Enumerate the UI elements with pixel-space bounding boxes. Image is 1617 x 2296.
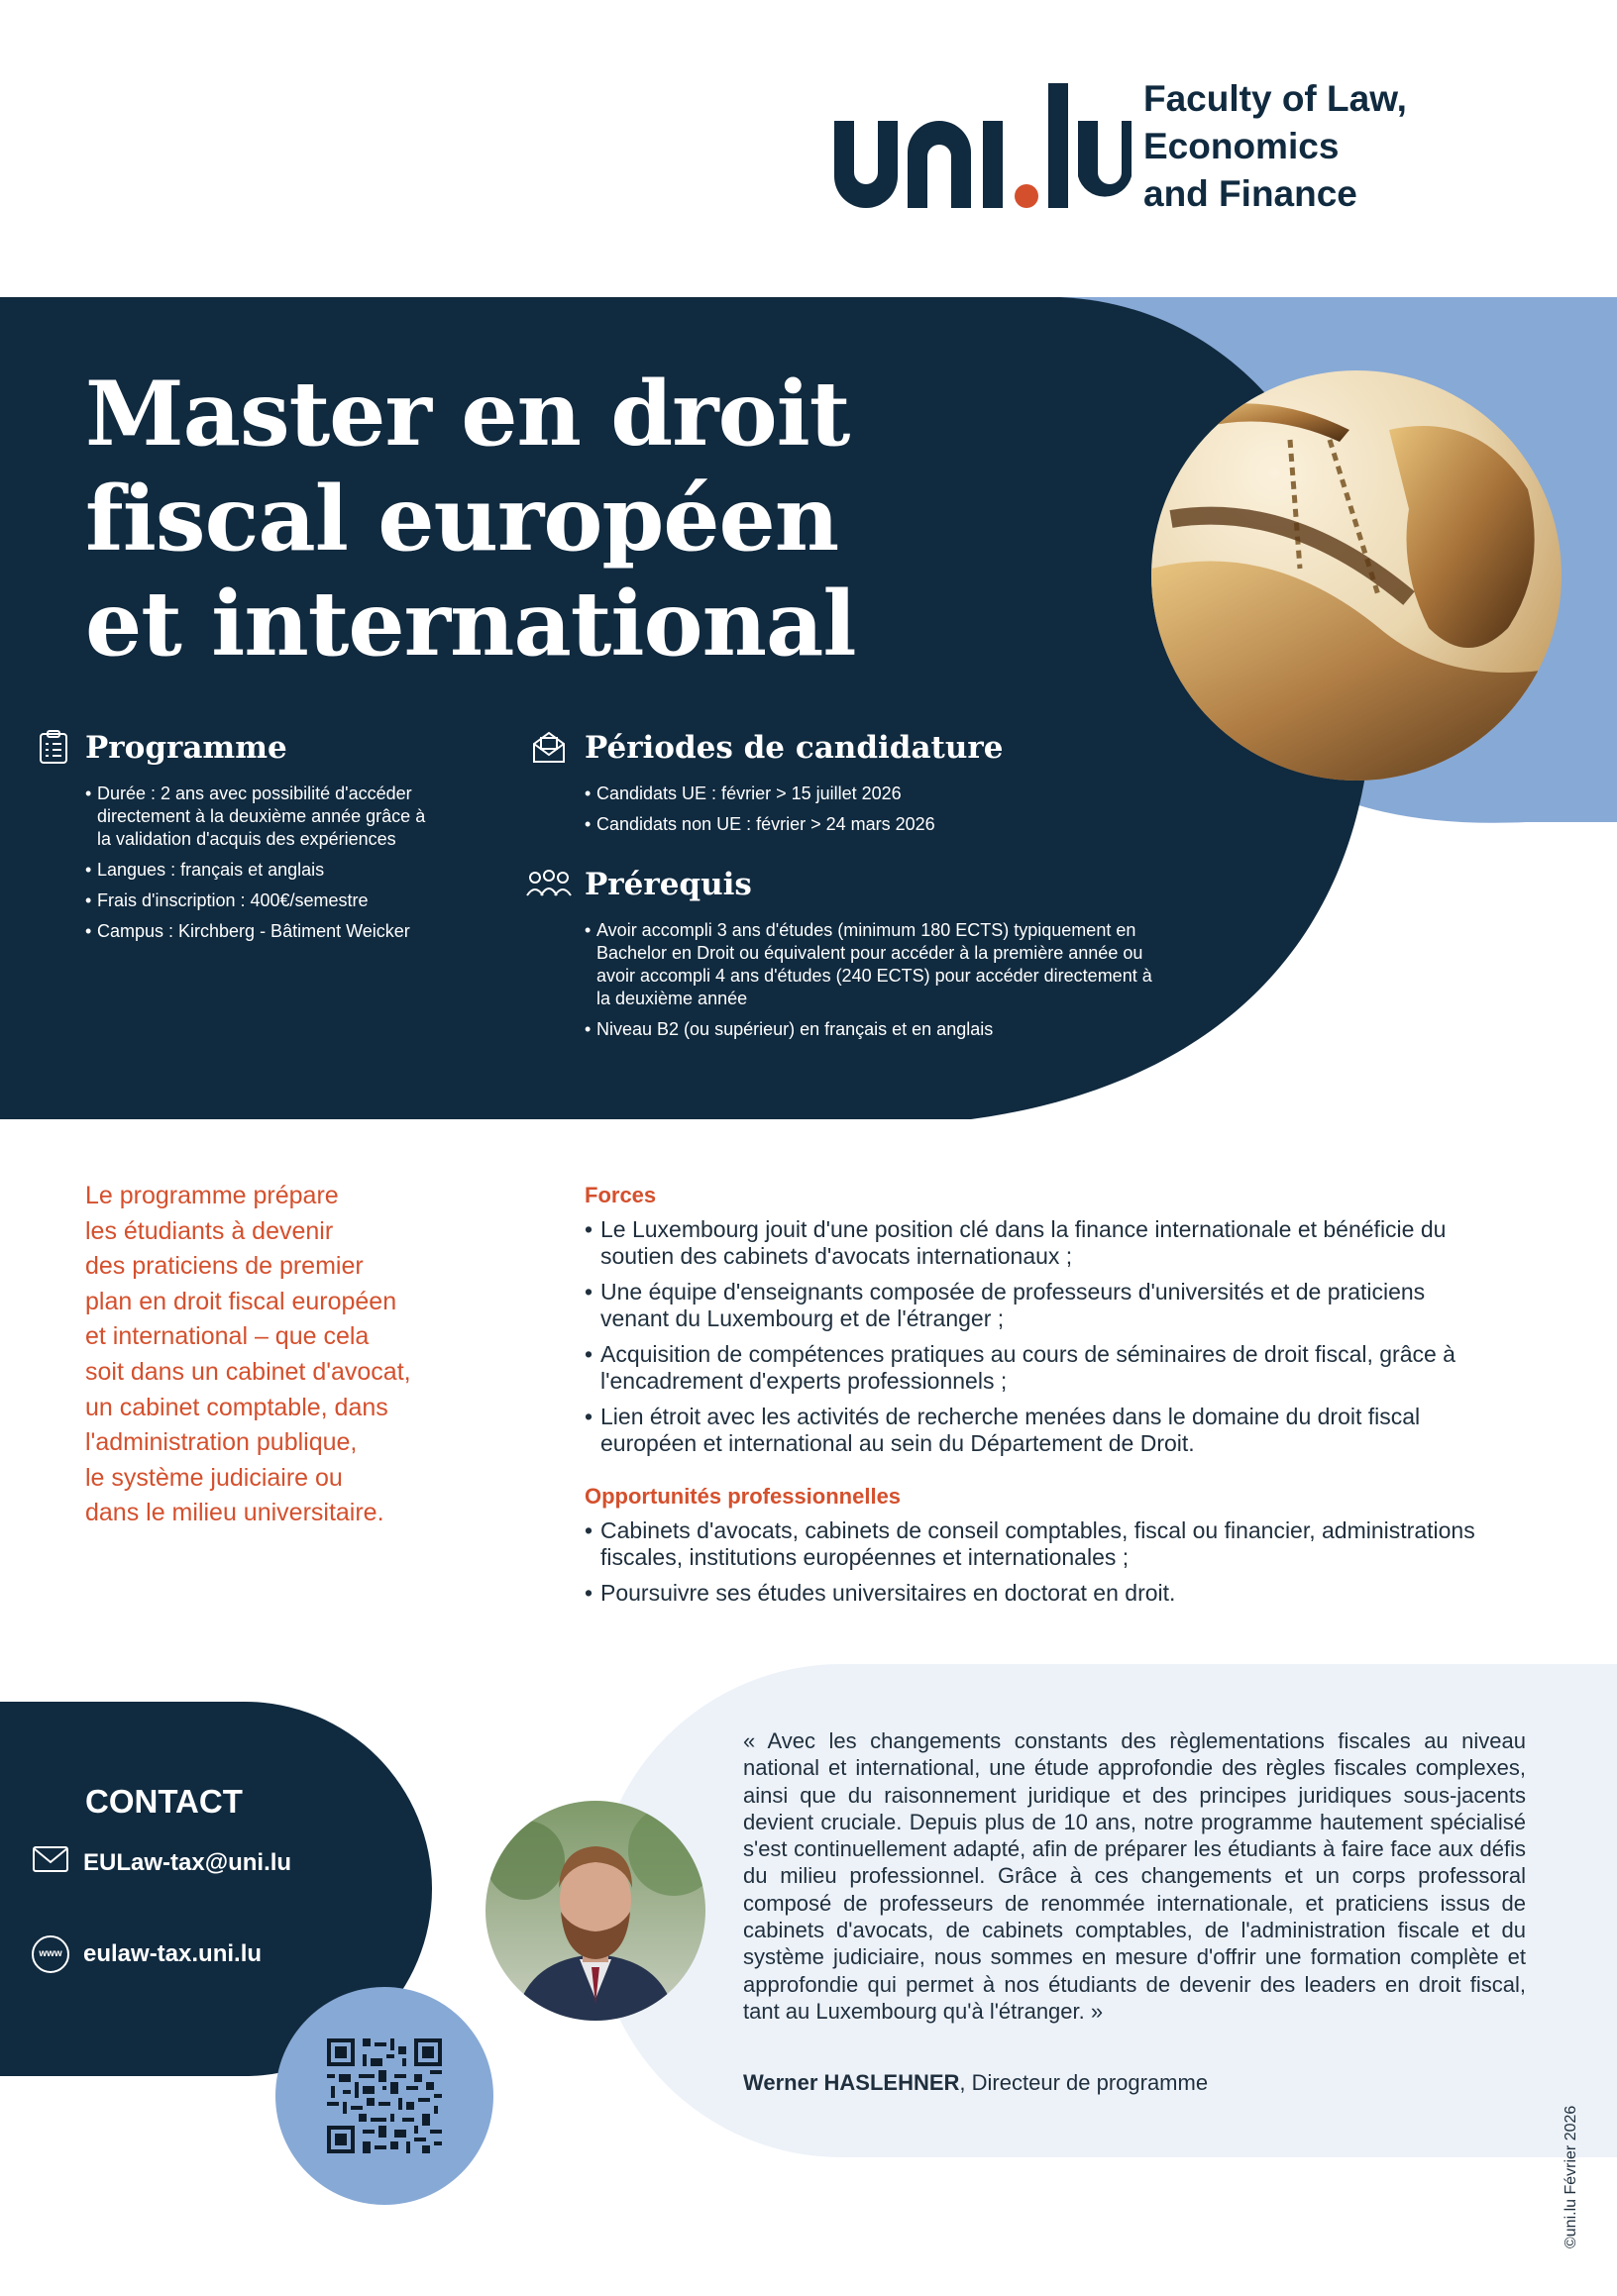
mail-icon: [32, 1844, 69, 1881]
list-item: • Cabinets d'avocats, cabinets de conseil comptables, fiscal ou financier, administrations fiscales, institutions européennes et internationales ;: [585, 1517, 1476, 1571]
intro-line: Le programme prépare: [85, 1182, 339, 1209]
intro-line: l'administration publique,: [85, 1428, 358, 1457]
copyright-footer: ©uni.lu Février 2026: [1563, 2105, 1579, 2248]
faculty-line: Faculty of Law,: [1143, 78, 1407, 119]
contact-website[interactable]: [32, 1935, 262, 1973]
contact-title: CONTACT: [85, 1783, 243, 1820]
forces-heading: Forces: [585, 1183, 657, 1207]
title-line: Master en droit: [85, 362, 850, 467]
director-portrait: [485, 1801, 705, 2021]
periodes-heading: Périodes de candidature: [585, 730, 1004, 766]
intro-line: et international – que cela: [85, 1322, 370, 1351]
periodes-list: [585, 783, 1179, 844]
intro-line: soit dans un cabinet d'avocat,: [85, 1357, 411, 1386]
title-line: et international: [85, 572, 856, 677]
intro-line: des praticiens de premier: [85, 1252, 364, 1281]
director-quote: « Avec les changements constants des règlementations fiscales au niveau national et international, une étude approfondie des règles fiscales complexes, ainsi que du raisonnement juridique et des principes juridiques sous-jacents devient cruciale. Depuis plus de 10 ans, notre programme hautement spécialisé s'est continuellement adapté, afin de préparer les étudiants à faire face aux défis du milieu professionnel. Grâce à ces changements et un corps professoral composé de professeurs de renommée internationale, et praticiens issus de cabinets d'avocats, de cabinets comptables, de l'administration fiscale et du système judiciaire, nous sommes en mesure d'offrir une formation complète et approfondie qui permet à nos étudiants de devenir des leaders en droit fiscal, tant au Luxembourg qu'à l'étranger. »: [743, 1728, 1526, 2024]
contact-email[interactable]: [32, 1844, 291, 1881]
people-group-icon: [525, 866, 573, 906]
programme-list: [85, 783, 442, 951]
forces-list: [585, 1216, 1476, 1466]
author-role: , Directeur de programme: [959, 2070, 1209, 2095]
list-item: • Niveau B2 (ou supérieur) en français et en anglais: [585, 1018, 1169, 1041]
list-item: • Poursuivre ses études universitaires en doctorat en droit.: [585, 1580, 1476, 1607]
intro-line: un cabinet comptable, dans: [85, 1393, 388, 1421]
page-title: [85, 362, 1076, 677]
email-link[interactable]: EULaw-tax@uni.lu: [83, 1848, 292, 1876]
list-item: • Candidats non UE : février > 24 mars 2026: [585, 813, 1179, 836]
uni-lu-logo: [834, 81, 1132, 210]
faculty-line: Economics: [1143, 126, 1340, 166]
list-item: • Avoir accompli 3 ans d'études (minimum 180 ECTS) typiquement en Bachelor en Droit ou équivalent pour accéder à la première année ou avoir accompli 4 ans d'études (240 ECTS) pour accéder directement à la deuxième année: [585, 919, 1169, 1010]
intro-line: dans le milieu universitaire.: [85, 1499, 384, 1527]
quote-signature: [743, 2070, 1208, 2096]
list-item: • Une équipe d'enseignants composée de professeurs d'universités et de praticiens venant du Luxembourg et de l'étranger ;: [585, 1279, 1476, 1332]
intro-line: le système judiciaire ou: [85, 1463, 343, 1492]
title-line: fiscal européen: [85, 467, 839, 572]
opportunites-list: [585, 1517, 1476, 1616]
list-item: • Le Luxembourg jouit d'une position clé dans la finance internationale et bénéficie du soutien des cabinets d'avocats internationaux ;: [585, 1216, 1476, 1270]
website-link[interactable]: eulaw-tax.uni.lu: [83, 1940, 263, 1967]
list-item: • Frais d'inscription : 400€/semestre: [85, 889, 442, 912]
programme-heading: Programme: [85, 730, 287, 766]
author-name: Werner HASLEHNER: [743, 2070, 960, 2095]
intro-line: plan en droit fiscal européen: [85, 1287, 397, 1315]
globe-icon: www: [32, 1935, 69, 1973]
list-item: • Durée : 2 ans avec possibilité d'accéder directement à la deuxième année grâce à la validation d'acquis des expériences: [85, 783, 442, 851]
qr-code-icon[interactable]: [327, 2038, 442, 2153]
justice-statue-photo: [1151, 370, 1562, 781]
list-item: • Lien étroit avec les activités de recherche menées dans le domaine du droit fiscal européen et international au sein du Département de Droit.: [585, 1404, 1476, 1457]
opportunites-heading: Opportunités professionnelles: [585, 1484, 902, 1509]
faculty-line: and Finance: [1143, 173, 1357, 214]
clipboard-icon: [36, 729, 71, 770]
list-item: • Acquisition de compétences pratiques au cours de séminaires de droit fiscal, grâce à l'encadrement d'experts professionnels ;: [585, 1341, 1476, 1395]
envelope-document-icon: [531, 729, 567, 770]
prerequis-list: [585, 919, 1169, 1049]
list-item: • Candidats UE : février > 15 juillet 2026: [585, 783, 1179, 805]
list-item: • Campus : Kirchberg - Bâtiment Weicker: [85, 920, 442, 943]
programme-intro: [85, 1179, 462, 1531]
list-item: • Langues : français et anglais: [85, 859, 442, 882]
faculty-name: [1143, 75, 1540, 218]
intro-line: les étudiants à devenir: [85, 1216, 334, 1245]
prerequis-heading: Prérequis: [585, 867, 752, 902]
